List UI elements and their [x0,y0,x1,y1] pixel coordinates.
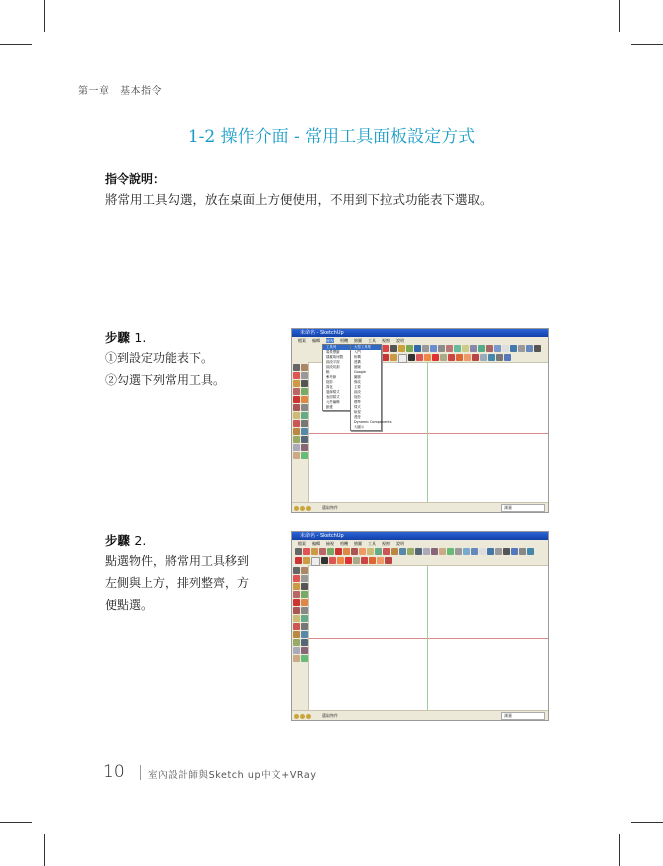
side-tool-grid [293,567,308,662]
tool-icon[interactable] [496,354,503,361]
menu-bar [292,540,548,547]
tool-icon[interactable] [301,623,308,630]
tool-icon[interactable] [534,345,541,352]
tool-icon[interactable] [464,354,471,361]
menu-item[interactable]: 檢視 [326,541,334,546]
tool-icon[interactable] [301,639,308,646]
window-titlebar [292,532,548,540]
tool-icon[interactable] [293,380,300,387]
tool-icon[interactable] [293,396,300,403]
step-2-number: 2. [134,533,147,548]
dropdown-item[interactable]: 場景標籤 [326,350,340,354]
tool-icon[interactable] [293,364,300,371]
tool-icon[interactable] [383,548,390,555]
status-icon [294,506,299,511]
tool-icon[interactable] [303,548,310,555]
tool-icons-row [382,345,541,352]
crop-mark [0,44,32,45]
tool-icon[interactable] [446,345,453,352]
tool-icon[interactable] [367,548,374,555]
tool-icon[interactable] [375,548,382,555]
tool-icon[interactable] [293,631,300,638]
tool-icon[interactable] [293,444,300,451]
tool-icon[interactable] [472,354,479,361]
menu-item[interactable]: 相機 [340,338,348,343]
submenu-item[interactable]: 區段 [354,390,361,394]
tool-icon[interactable] [311,557,320,566]
screenshot-1 [291,328,549,513]
dropdown-item[interactable]: 區段平面 [326,360,340,364]
menu-item[interactable]: 編輯 [312,541,320,546]
submenu-item[interactable]: 相機 [354,355,361,359]
menu-item[interactable]: 說明 [396,338,404,343]
step-2-title [105,531,146,549]
tool-icon[interactable] [430,345,437,352]
crop-mark [631,822,663,823]
tool-icon[interactable] [301,364,308,371]
tool-icon[interactable] [502,345,509,352]
tool-icon[interactable] [504,354,511,361]
tool-icon[interactable] [301,607,308,614]
tool-icon[interactable] [329,557,336,564]
step-2-text [105,550,249,616]
dropdown-item[interactable]: 動畫 [326,405,333,409]
status-icon [306,714,311,719]
tool-icon[interactable] [447,548,454,555]
menu-item[interactable]: 編輯 [312,338,320,343]
tool-icon[interactable] [488,354,495,361]
tool-icon[interactable] [385,557,392,564]
submenu-item[interactable]: 漫遊 [354,415,361,419]
menu-item[interactable]: 檔案 [298,338,306,343]
step-1-title [105,328,146,346]
tool-icon[interactable] [301,631,308,638]
toolbar-submenu [350,344,392,431]
dropdown-item[interactable]: 區段切割 [326,365,340,369]
tool-icon[interactable] [293,575,300,582]
tool-icon[interactable] [335,548,342,555]
step-1-line: ①到設定功能表下。 [105,351,214,365]
measurements-field[interactable]: 測量 [501,712,545,720]
step-1-text [105,347,225,391]
tool-icons-row [295,557,392,564]
tool-icon[interactable] [301,412,308,419]
tool-icon[interactable] [293,607,300,614]
chapter-header: 第一章 基本指令 [78,86,162,97]
tool-icon[interactable] [439,548,446,555]
tool-icon[interactable] [494,345,501,352]
status-icon [300,506,305,511]
tool-icon[interactable] [359,548,366,555]
tool-icon[interactable] [293,639,300,646]
step-1-label: 步驟 [105,330,131,345]
view-menu-dropdown [322,344,352,411]
tool-icon[interactable] [487,548,494,555]
red-axis [309,638,548,639]
tool-icon[interactable] [301,647,308,654]
tool-icon[interactable] [369,557,376,564]
tool-icon[interactable] [479,548,486,555]
tool-icon[interactable] [431,548,438,555]
dropdown-item[interactable]: 表面樣式 [326,395,340,399]
dropdown-item[interactable]: 工具列 [323,345,351,350]
dropdown-item[interactable]: 陰影 [326,380,333,384]
tool-icon[interactable] [301,599,308,606]
tool-icon[interactable] [293,591,300,598]
tool-icon[interactable] [293,372,300,379]
tool-icon[interactable] [448,354,455,361]
tool-icon[interactable] [301,615,308,622]
measurements-field[interactable]: 測量 [501,504,545,512]
tool-icon[interactable] [406,345,413,352]
submenu-item[interactable]: 主要 [354,385,361,389]
dropdown-item[interactable]: 霧化 [326,385,333,389]
tool-icon[interactable] [454,345,461,352]
toolbar [292,556,548,566]
tool-icon[interactable] [301,380,308,387]
tool-icon[interactable] [301,655,308,662]
menu-item[interactable]: 視窗 [382,541,390,546]
tool-icon[interactable] [301,583,308,590]
menu-item[interactable]: 視窗 [382,338,390,343]
footer-divider [140,765,141,780]
tool-icon[interactable] [382,354,389,361]
menu-item[interactable]: 檢視 [326,338,334,343]
tool-icon[interactable] [440,354,447,361]
tool-icon[interactable] [471,548,478,555]
tool-icon[interactable] [527,548,534,555]
crop-mark [0,822,32,823]
tool-icon[interactable] [503,548,510,555]
status-text: 選取物件 [322,505,338,510]
window-title: 未命名 - SketchUp [300,330,344,336]
status-bar [292,710,548,720]
tool-icon[interactable] [343,548,350,555]
side-tool-grid [293,364,308,459]
tool-icon[interactable] [327,548,334,555]
tool-icon[interactable] [415,548,422,555]
tool-icon[interactable] [301,567,308,574]
tool-icon[interactable] [293,567,300,574]
step-2-line: 左側與上方，排列整齊，方 [105,576,250,590]
left-toolbar [292,362,309,503]
tool-icon[interactable] [478,345,485,352]
tool-icon[interactable] [391,548,398,555]
step-1-line: ②勾選下列常用工具。 [105,373,226,387]
tool-icon[interactable] [319,548,326,555]
crop-mark [619,834,620,866]
tool-icon[interactable] [470,345,477,352]
tool-icon[interactable] [455,548,462,555]
tool-icon[interactable] [423,548,430,555]
submenu-item[interactable]: 修改 [354,380,361,384]
tool-icon[interactable] [293,623,300,630]
menu-item[interactable]: 繪圖 [354,541,362,546]
tool-icon[interactable] [526,345,533,352]
status-icon [300,714,305,719]
tool-icon[interactable] [345,557,352,564]
dropdown-item[interactable]: 隱藏幾何體 [326,355,343,359]
tool-icon[interactable] [301,591,308,598]
tool-icon[interactable] [293,647,300,654]
step-2-label: 步驟 [105,533,131,548]
status-bar [292,502,548,512]
step-2-line: 點選物件，將常用工具移到 [105,554,250,568]
submenu-item[interactable]: 標準 [354,400,361,404]
status-icon [294,714,299,719]
tool-icon[interactable] [293,428,300,435]
dropdown-item[interactable]: 邊線樣式 [326,390,340,394]
window-title: 未命名 - SketchUp [300,533,344,539]
tool-icon[interactable] [361,557,368,564]
menu-item[interactable]: 說明 [396,541,404,546]
status-text: 選取物件 [322,713,338,718]
tool-icon[interactable] [510,345,517,352]
tool-icon[interactable] [293,404,300,411]
tool-icon[interactable] [301,404,308,411]
tool-icon[interactable] [301,428,308,435]
tool-icon[interactable] [301,575,308,582]
submenu-item[interactable]: 建構 [354,360,361,364]
tool-icon[interactable] [293,655,300,662]
status-icon [306,506,311,511]
tool-icon[interactable] [422,345,429,352]
tool-icon[interactable] [463,548,470,555]
tool-icon[interactable] [424,354,431,361]
green-axis [427,565,428,711]
tool-icon[interactable] [511,548,518,555]
tool-icon[interactable] [462,345,469,352]
tool-icon[interactable] [382,345,389,352]
menu-item[interactable]: 工具 [368,541,376,546]
tool-icon[interactable] [353,557,360,564]
menu-item[interactable]: 檔案 [298,541,306,546]
submenu-item[interactable]: Google [354,370,366,374]
tool-icon[interactable] [438,345,445,352]
tool-icon[interactable] [408,354,415,361]
tool-icon[interactable] [480,354,487,361]
dropdown-item[interactable]: 參考線 [326,375,337,379]
tool-icon[interactable] [293,420,300,427]
dropdown-item[interactable]: 軸 [326,370,330,374]
tool-icon[interactable] [390,345,397,352]
tool-icon[interactable] [486,345,493,352]
green-axis [427,362,428,503]
crop-mark [44,834,45,866]
menu-bar [292,337,548,344]
submenu-item[interactable]: 圖層 [354,375,361,379]
tool-icon[interactable] [407,548,414,555]
submenu-item[interactable]: 陰影 [354,395,361,399]
window-titlebar [292,329,548,337]
tool-icon[interactable] [495,548,502,555]
tool-icon[interactable] [301,420,308,427]
crop-mark [619,0,620,32]
crop-mark [631,44,663,45]
submenu-item[interactable]: 入門 [354,350,361,354]
tool-icon[interactable] [295,548,302,555]
dropdown-item[interactable]: 元件編輯 [326,400,340,404]
submenu-item[interactable]: 樣式 [354,405,361,409]
screenshot-2 [291,531,549,721]
tool-icon[interactable] [293,436,300,443]
tool-icon[interactable] [301,444,308,451]
tool-icon[interactable] [390,354,397,361]
menu-item[interactable]: 相機 [340,541,348,546]
red-axis [309,433,548,434]
tool-icon[interactable] [293,388,300,395]
tool-icon[interactable] [432,354,439,361]
submenu-item[interactable]: 檢視 [354,410,361,414]
tool-icon[interactable] [293,583,300,590]
tool-icon[interactable] [456,354,463,361]
tool-icon[interactable] [398,354,407,363]
tool-icon[interactable] [311,548,318,555]
submenu-item[interactable]: 大圖示 [354,425,365,429]
tool-icon[interactable] [301,396,308,403]
tool-icons-row [295,548,534,555]
tool-icon[interactable] [293,412,300,419]
tool-icon[interactable] [303,557,310,564]
tool-icon[interactable] [321,557,328,564]
tool-icon[interactable] [293,599,300,606]
tool-icon[interactable] [351,548,358,555]
book-title: 室內設計師與Sketch up中文+VRay [148,770,317,781]
submenu-item[interactable]: 大型工具集 [351,345,381,350]
tool-icon[interactable] [416,354,423,361]
tool-icon[interactable] [293,615,300,622]
left-toolbar [292,565,309,711]
tool-icon[interactable] [399,548,406,555]
menu-item[interactable]: 工具 [368,338,376,343]
step-1-number: 1. [134,330,147,345]
page-number: 10 [103,762,125,782]
tool-icon[interactable] [293,452,300,459]
crop-mark [44,0,45,32]
tool-icons-row [382,354,511,361]
tool-icon[interactable] [518,345,525,352]
tool-icon[interactable] [377,557,384,564]
instruction-text: 將常用工具勾選，放在桌面上方便使用，不用到下拉式功能表下選取。 [105,192,493,207]
tool-icon[interactable] [295,557,302,564]
instruction-label: 指令說明： [105,172,166,186]
tool-icon[interactable] [301,372,308,379]
tool-icon[interactable] [398,345,405,352]
step-2-line: 便點選。 [105,598,154,612]
tool-icon[interactable] [301,436,308,443]
submenu-item[interactable]: 繪圖 [354,365,361,369]
tool-icon[interactable] [519,548,526,555]
tool-icon[interactable] [337,557,344,564]
section-title: 1-2 操作介面 - 常用工具面板設定方式 [187,127,476,147]
submenu-item[interactable]: Dynamic Components [354,420,392,424]
tool-icon[interactable] [414,345,421,352]
tool-icon[interactable] [301,388,308,395]
menu-item[interactable]: 繪圖 [354,338,362,343]
tool-icon[interactable] [301,452,308,459]
